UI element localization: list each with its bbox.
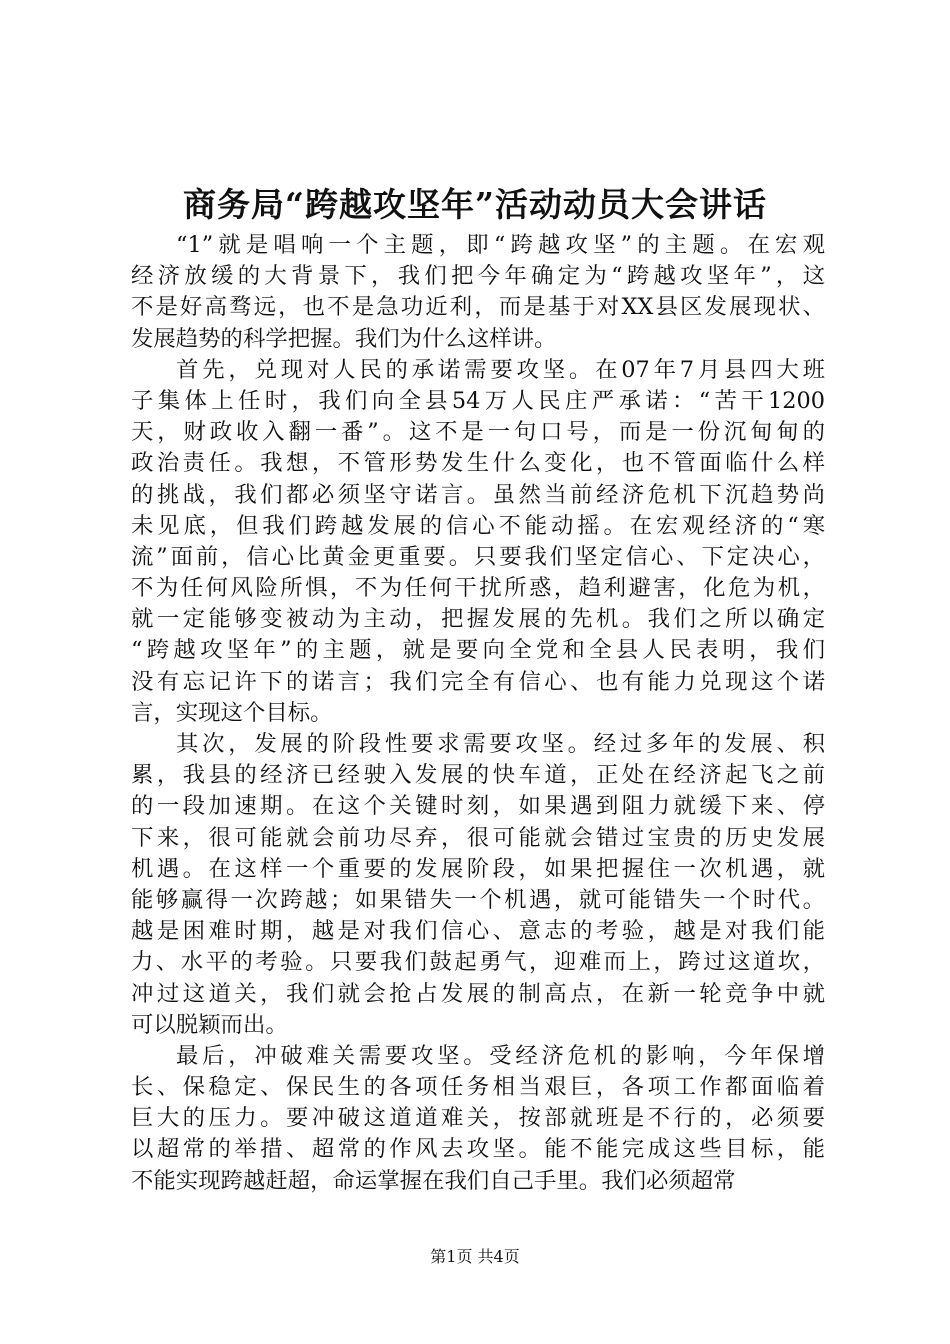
- paragraph-line: 机遇。在这样一个重要的发展阶段，如果把握住一次机遇，就: [131, 855, 825, 882]
- paragraph: [131, 355, 825, 729]
- paragraph-line: 力、水平的考验。只要我们鼓起勇气，迎难而上，跨过这道坎，: [131, 949, 825, 976]
- paragraph-line: 子集体上任时，我们向全县54万人民庄严承诺：“苦干1200: [131, 387, 825, 414]
- document-body: [131, 230, 825, 1197]
- paragraph-line: 天，财政收入翻一番”。这不是一句口号，而是一份沉甸甸的: [131, 419, 825, 446]
- paragraph-line: 下来，很可能就会前功尽弃，很可能就会错过宝贵的历史发展: [131, 824, 825, 851]
- paragraph-line: 发展趋势的科学把握。我们为什么这样讲。: [131, 325, 557, 352]
- paragraph-line: 最后，冲破难关需要攻坚。受经济危机的影响，今年保增: [176, 1042, 825, 1069]
- paragraph-line: 不是好高骛远，也不是急功近利，而是基于对XX县区发展现状、: [131, 294, 825, 321]
- document-title: 商务局“跨越攻坚年”活动动员大会讲话: [183, 185, 767, 224]
- paragraph-line: 越是困难时期，越是对我们信心、意志的考验，越是对我们能: [131, 918, 825, 945]
- paragraph-line: 流”面前，信心比黄金更重要。只要我们坚定信心、下定决心，: [131, 543, 825, 570]
- paragraph-line: 的挑战，我们都必须坚守诺言。虽然当前经济危机下沉趋势尚: [131, 481, 825, 508]
- paragraph-line: 首先，兑现对人民的承诺需要攻坚。在07年7月县四大班: [176, 356, 825, 383]
- paragraph: [131, 1041, 825, 1197]
- paragraph-line: “1”就是唱响一个主题，即“跨越攻坚”的主题。在宏观: [176, 232, 825, 258]
- paragraph-line: 经济放缓的大背景下，我们把今年确定为“跨越攻坚年”，这: [131, 263, 825, 290]
- paragraph-line: 未见底，但我们跨越发展的信心不能动摇。在宏观经济的“寒: [131, 512, 825, 539]
- paragraph-line: 不能实现跨越赶超，命运掌握在我们自己手里。我们必须超常: [131, 1167, 736, 1194]
- paragraph-line: 其次，发展的阶段性要求需要攻坚。经过多年的发展、积: [176, 731, 825, 757]
- paragraph-line: 长、保稳定、保民生的各项任务相当艰巨，各项工作都面临着: [131, 1074, 825, 1101]
- paragraph-line: 言，实现这个目标。: [131, 699, 333, 726]
- paragraph: [131, 230, 825, 355]
- paragraph-line: 不为任何风险所惧，不为任何干扰所惑，趋利避害，化危为机，: [131, 575, 825, 602]
- paragraph-line: 以超常的举措、超常的作风去攻坚。能不能完成这些目标，能: [131, 1136, 825, 1163]
- paragraph-line: 的一段加速期。在这个关键时刻，如果遇到阻力就缓下来、停: [131, 793, 825, 820]
- paragraph-line: 就一定能够变被动为主动，把握发展的先机。我们之所以确定: [131, 606, 825, 633]
- paragraph-line: 累，我县的经济已经驶入发展的快车道，正处在经济起飞之前: [131, 762, 825, 789]
- paragraph-line: 冲过这道关，我们就会抢占发展的制高点，在新一轮竞争中就: [131, 980, 825, 1007]
- paragraph-line: 没有忘记许下的诺言；我们完全有信心、也有能力兑现这个诺: [131, 668, 825, 695]
- paragraph-line: “跨越攻坚年”的主题，就是要向全党和全县人民表明，我们: [131, 637, 825, 664]
- paragraph-line: 巨大的压力。要冲破这道道难关，按部就班是不行的，必须要: [131, 1105, 825, 1132]
- paragraph-line: 能够赢得一次跨越；如果错失一个机遇，就可能错失一个时代。: [131, 886, 825, 913]
- paragraph-line: 政治责任。我想，不管形势发生什么变化，也不管面临什么样: [131, 450, 825, 477]
- page-footer: 第1页 共4页: [430, 1247, 520, 1266]
- paragraph-line: 可以脱颖而出。: [131, 1011, 288, 1038]
- paragraph: [131, 729, 825, 1041]
